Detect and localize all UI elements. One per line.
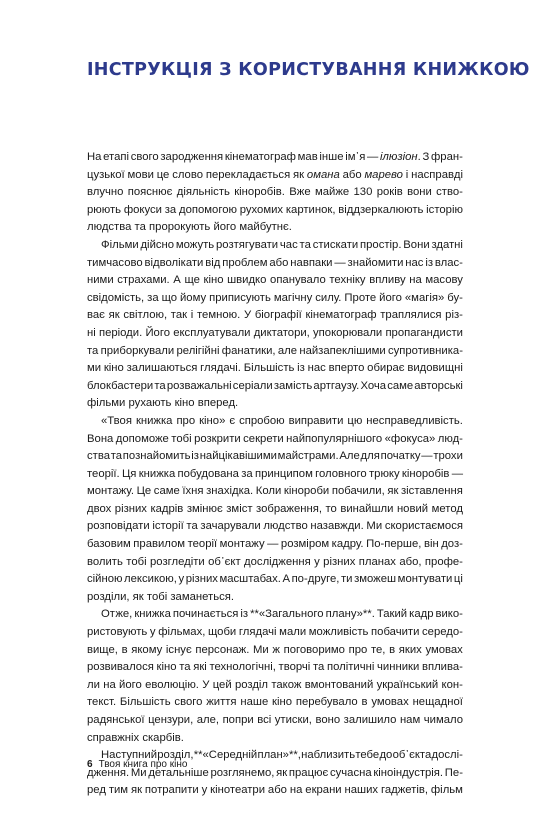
text-line: На етапі свого зародження кінематограф мав інше ім᾽я — ілюзіон. З фран- — [87, 151, 463, 163]
text-line: справжніх скарбів. — [87, 731, 184, 744]
text-line: людства та пророкують його майбутнє. — [87, 221, 292, 234]
text-line: ває як світлою, так і темною. У біографії кінематограф траплялися різ- — [87, 309, 463, 322]
text-line: та приборкували релігійні фанатики, але найзапеклішими супротивника- — [87, 344, 463, 357]
text-line: теорії. Ця книжка побудована за принципом головного трюку кіноробів — — [87, 467, 463, 480]
text-line: сійною лексикою, у різних масштабах. А по-друге, ти зможеш монтувати ці — [87, 573, 463, 586]
text-line: блокбастери та розважальні серіали замість артгаузу. Хоча саме авторські — [87, 379, 463, 392]
text-line: ли на його еволюцію. У цей розділ також вмонтований український кон- — [87, 678, 463, 691]
body-text — [87, 149, 463, 800]
text-line: ред тим як потрапити у кінотеатри або на екрани наших гаджетів, фільм — [87, 784, 463, 797]
text-line: текст. Більшість свого життя наше кіно перебувало в умовах нещадної — [87, 696, 463, 709]
text-line: Вона допоможе тобі розкрити секрети найпопулярнішого «фокуса» люд- — [87, 432, 463, 445]
page-footer — [87, 759, 187, 770]
text-line: дження. Ми детальніше розглянемо, як працює сучасна кіноіндустрія. Пе- — [87, 766, 463, 779]
text-line: свідомість, за що йому приписують магічну силу. Проте його «магія» бу- — [87, 291, 463, 304]
text-line: ними страхами. А ще кіно швидко опанувало техніку впливу на масову — [87, 274, 463, 287]
chapter-heading: ІНСТРУКЦІЯ З КОРИСТУВАННЯ КНИЖКОЮ — [87, 60, 530, 80]
text-line: Наступний розділ, **«Середній план»**, наблизить тебе до об᾽єкта дослі- — [101, 749, 463, 762]
text-line: влучно пояснює діяльність кіноробів. Вже майже 130 років вони ство- — [87, 186, 463, 199]
text-line: двох різних кадрів змінює зміст зображення, то винайшли новий метод — [87, 502, 463, 515]
text-line: Отже, книжка починається із **«Загального плану»**. Такий кадр вико- — [101, 608, 463, 621]
text-line: ристовують у фільмах, щоби глядачі мали можливість побачити середо- — [87, 626, 463, 639]
running-title: Твоя книга про кіно — [98, 759, 188, 770]
text-line: цузької мови це слово перекладається як омана або марево і насправді — [87, 168, 463, 181]
text-line: розповідати історії та зачарували людство назавжди. Ми скористаємося — [87, 520, 463, 533]
text-line: ні періоди. Його експлуатували диктатори, упокорювали пропагандисти — [87, 326, 463, 339]
text-line: волить тобі розгледіти об᾽єкт дослідження у різних планах або, профе- — [87, 555, 463, 568]
text-line: вище, в якому існує персонаж. Ми ж поговоримо про те, в яких умовах — [87, 643, 463, 656]
text-line: ства та познайомить із найцікавішими майстрами. Але для початку — трохи — [87, 450, 463, 463]
text-line: базовим правилом теорії монтажу — розміром кадру. По-перше, він доз- — [87, 538, 463, 551]
text-line: розвивалося кіно та які технологічні, творчі та політичні чинники вплива- — [87, 661, 463, 674]
text-line: монтажу. Це саме їхня знахідка. Коли кінороби побачили, як зіставлення — [87, 485, 463, 498]
text-line: рюють фокуси за допомогою рухомих картинок, віддзеркалюють історію — [87, 203, 463, 216]
text-line: розділи, як тобі заманеться. — [87, 590, 234, 603]
text-line: ми кіно залишаються глядачі. Більшість із нас вперто обирає видовищні — [87, 362, 463, 375]
text-line: Фільми дійсно можуть розтягувати час та стискати простір. Вони здатні — [101, 238, 463, 251]
text-line: радянської цензури, але, попри всі утиски, воно залишило нам чимало — [87, 714, 463, 726]
text-line: «Твоя книжка про кіно» є спробою виправити цю несправедливість. — [101, 414, 463, 427]
page-number: 6 — [87, 759, 93, 770]
text-line: тимчасово відволікати від проблем або навпаки — знайомити нас із влас- — [87, 256, 463, 269]
text-line: фільми рухають кіно вперед. — [87, 397, 239, 410]
